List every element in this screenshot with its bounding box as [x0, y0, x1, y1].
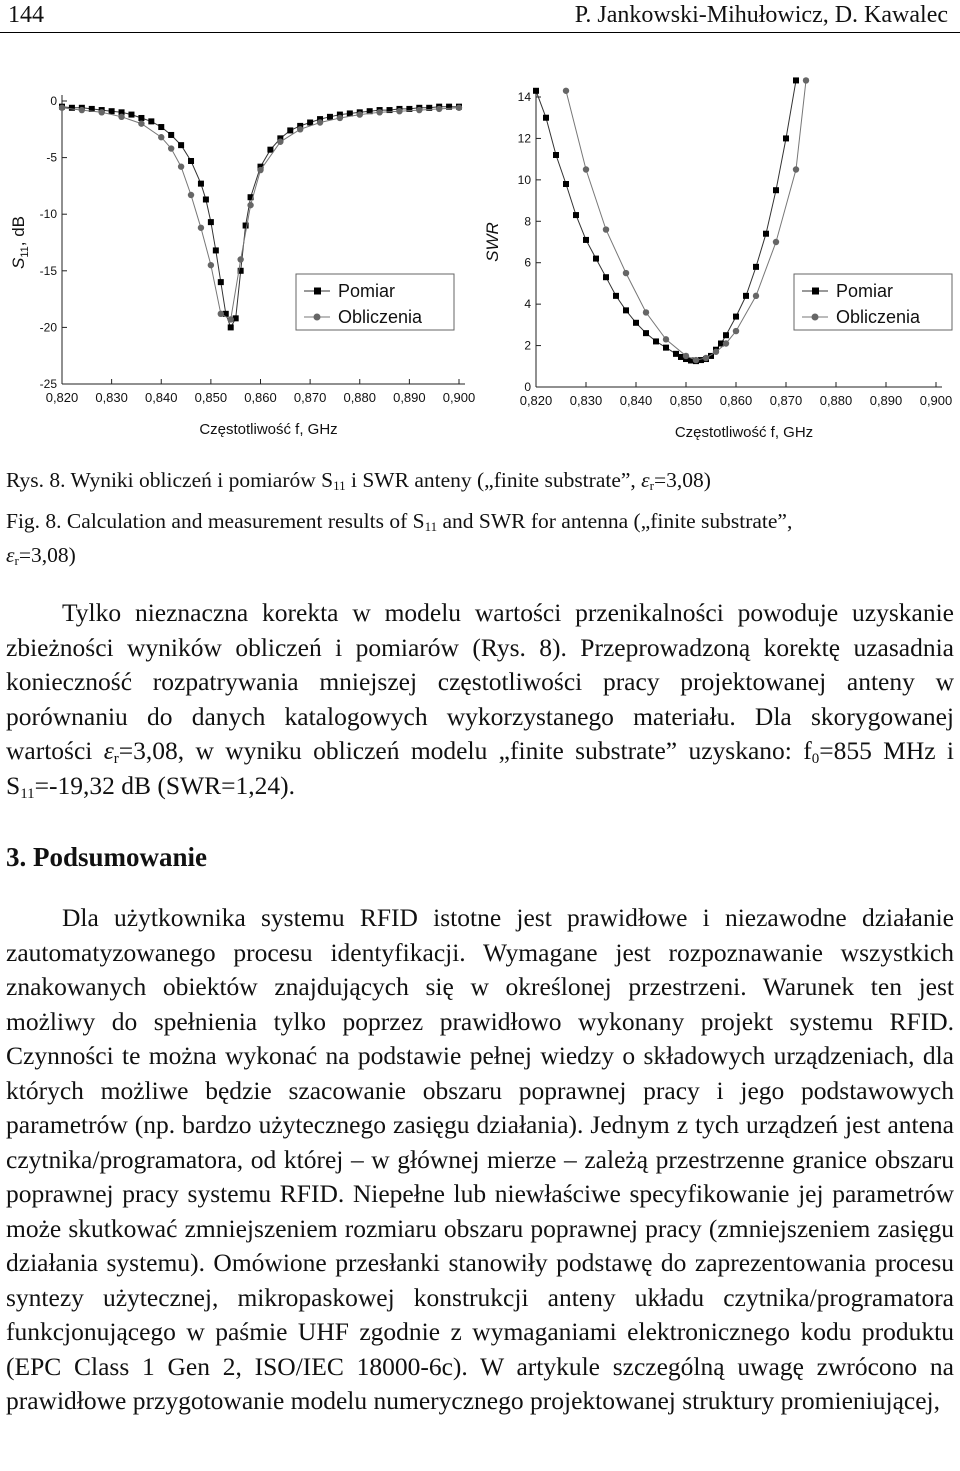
data-point-pomiar — [763, 231, 769, 237]
x-tick-label: 0,890 — [869, 393, 903, 408]
data-point-pomiar — [613, 293, 619, 299]
y-tick-label: 8 — [524, 214, 531, 229]
y-tick-label: 10 — [517, 172, 531, 187]
x-tick-label: 0,820 — [45, 390, 79, 405]
data-point-pomiar — [307, 120, 313, 126]
y-tick-label: 2 — [524, 338, 531, 353]
data-point-pomiar — [198, 181, 204, 187]
legend — [794, 274, 952, 330]
x-tick-label: 0,850 — [669, 393, 703, 408]
legend-marker-circle — [314, 314, 321, 321]
data-point-obliczenia — [158, 134, 164, 140]
caption-pl-text: Rys. 8. Wyniki obliczeń i pomiarów S — [6, 468, 334, 492]
data-point-obliczenia — [583, 166, 589, 172]
caption-pl-eps-sub: r — [649, 478, 654, 493]
data-point-pomiar — [793, 77, 799, 83]
data-point-obliczenia — [723, 340, 729, 346]
x-axis-label: Częstotliwość f, GHz — [674, 424, 814, 441]
data-point-pomiar — [267, 147, 273, 153]
x-tick-label: 0,870 — [293, 390, 327, 405]
data-point-obliczenia — [317, 119, 323, 125]
p1-text-3: =855 MHz i S — [6, 736, 954, 800]
y-tick-label: 14 — [517, 90, 531, 104]
x-tick-label: 0,880 — [819, 393, 853, 408]
y-tick-label: -10 — [39, 207, 57, 222]
page-header — [0, 0, 960, 34]
data-point-pomiar — [773, 187, 779, 193]
data-point-obliczenia — [257, 167, 263, 173]
running-head-authors: P. Jankowski-Mihułowicz, D. Kawalec — [574, 2, 948, 28]
paragraph-1 — [6, 596, 954, 803]
y-tick-label: 0 — [50, 94, 57, 108]
data-point-obliczenia — [138, 120, 144, 126]
s11-chart — [0, 70, 478, 450]
data-point-obliczenia — [277, 139, 283, 145]
caption-pl-sub: 11 — [333, 478, 346, 493]
data-point-obliczenia — [623, 270, 629, 276]
caption-en-text-3: =3,08) — [18, 543, 76, 567]
y-axis-label: SWR — [483, 222, 502, 262]
page-number: 144 — [8, 2, 44, 28]
paragraph-2 — [6, 901, 954, 1419]
x-tick-label: 0,840 — [619, 393, 653, 408]
data-point-obliczenia — [803, 77, 809, 83]
data-point-pomiar — [69, 105, 75, 111]
data-point-pomiar — [563, 181, 569, 187]
p1-s-sub: 11 — [20, 785, 35, 802]
p1-text-4: =-19,32 dB (SWR=1,24). — [34, 770, 296, 800]
x-tick-label: 0,850 — [194, 390, 228, 405]
y-tick-label: 4 — [524, 297, 531, 312]
data-point-obliczenia — [603, 226, 609, 232]
data-point-pomiar — [603, 274, 609, 280]
x-axis-label: Częstotliwość f, GHz — [199, 421, 338, 438]
data-point-pomiar — [148, 118, 154, 124]
data-point-obliczenia — [198, 225, 204, 231]
data-point-obliczenia — [337, 115, 343, 121]
data-point-pomiar — [109, 108, 115, 114]
caption-en-sub: 11 — [424, 519, 438, 534]
data-point-pomiar — [208, 219, 214, 225]
p1-text-2: =3,08, w wyniku obliczeń modelu „finite substrate” uzyskano: f — [118, 736, 812, 765]
caption-en-text: Fig. 8. Calculation and measurement results of S — [6, 509, 425, 533]
data-point-obliczenia — [237, 256, 243, 262]
data-point-pomiar — [138, 115, 144, 121]
legend-label: Obliczenia — [338, 307, 423, 327]
data-point-pomiar — [203, 196, 209, 202]
data-point-obliczenia — [59, 105, 65, 111]
data-point-obliczenia — [396, 108, 402, 114]
data-point-pomiar — [783, 135, 789, 141]
y-tick-label: -15 — [39, 263, 57, 278]
data-point-obliczenia — [99, 109, 105, 115]
data-point-obliczenia — [79, 107, 85, 113]
data-point-obliczenia — [643, 309, 649, 315]
data-point-obliczenia — [793, 166, 799, 172]
caption-en-eps-sub: r — [14, 553, 19, 568]
data-point-pomiar — [733, 314, 739, 320]
data-point-obliczenia — [753, 293, 759, 299]
swr-chart — [478, 70, 960, 450]
x-tick-label: 0,830 — [95, 390, 128, 405]
y-axis-label: $S_{11}$, dB — [9, 215, 31, 270]
caption-pl-text-2: i SWR anteny („finite substrate”, — [345, 468, 642, 492]
x-tick-label: 0,880 — [343, 390, 377, 405]
x-tick-label: 0,900 — [442, 390, 476, 405]
data-point-obliczenia — [208, 262, 214, 268]
legend-label: Pomiar — [338, 281, 396, 301]
p1-f-sub: 0 — [811, 751, 820, 767]
x-tick-label: 0,860 — [244, 390, 277, 405]
data-point-pomiar — [168, 132, 174, 138]
data-point-pomiar — [228, 324, 234, 330]
series-line-obliczenia — [566, 80, 806, 360]
data-point-obliczenia — [178, 163, 184, 169]
data-point-obliczenia — [703, 355, 709, 361]
figure-caption-pl — [6, 466, 956, 500]
p2-text: Dla użytkownika systemu RFID istotne jest prawidłowe i niezawodne działanie zautomatyzowanego procesu identyfikacji. Wymagane jest rozpoznawanie wszystkich znakowanych obiektów znajdujących się w określonej przestrzeni. Warunek ten jest możliwy do spełnienia tylko poprzez prawidłowo wykonany projekt systemu RFID. Czynności te można wykonać na podstawie pełnej wiedzy o składowych urządzeniach, dla których możliwe będzie szacowanie obszaru poprawnej pracy i jego podstawowych parametrów (np. bardzo użytecznego zasięgu działania). Jednym z tych urządzeń jest antena czytnika/programatora, od której – w głównej mierze – zależą przestrzenne granice obszaru poprawnej pracy systemu RFID. Niepełne lub niewłaściwe specyfikowanie jej parametrów może skutkować zmniejszeniem rozmiaru obszaru poprawnej pracy (zmniejszeniem zasięgu działania systemu). Omówione przesłanki stanowiły podstawę do zaprezentowania procesu syntezy użytecznej, mikropaskowej konstrukcji anteny układu czytnika/programatora funkcjonującego w paśmie UHF zgodnie z wymaganiami elektronicznego kodu produktu (EPC Class 1 Gen 2, ISO/IEC 18000-6c). W artykule szczególną uwagę zwrócono na prawidłowe przygotowanie modelu numerycznego projektowanej struktury promieniującej, — [6, 903, 954, 1415]
data-point-pomiar — [743, 293, 749, 299]
data-point-obliczenia — [713, 349, 719, 355]
figure-caption-en — [6, 507, 956, 575]
data-point-obliczenia — [188, 192, 194, 198]
data-point-obliczenia — [297, 126, 303, 132]
section-heading: 3. Podsumowanie — [6, 842, 208, 872]
figure-8 — [0, 70, 960, 450]
data-point-pomiar — [553, 152, 559, 158]
data-point-pomiar — [327, 114, 333, 120]
x-tick-label: 0,900 — [919, 393, 953, 408]
legend-marker-square — [314, 288, 321, 295]
data-point-obliczenia — [436, 106, 442, 112]
data-point-pomiar — [178, 142, 184, 148]
legend — [296, 274, 454, 330]
data-point-obliczenia — [693, 357, 699, 363]
data-point-pomiar — [583, 237, 589, 243]
data-point-obliczenia — [118, 114, 124, 120]
x-tick-label: 0,890 — [393, 390, 426, 405]
data-point-obliczenia — [218, 311, 224, 317]
data-point-pomiar — [663, 345, 669, 351]
data-point-pomiar — [643, 330, 649, 336]
data-point-pomiar — [633, 320, 639, 326]
data-point-pomiar — [533, 88, 539, 94]
data-point-obliczenia — [663, 336, 669, 342]
data-point-pomiar — [653, 338, 659, 344]
y-tick-label: 12 — [517, 131, 531, 146]
data-point-obliczenia — [247, 202, 253, 208]
p1-epsilon: ε — [103, 736, 114, 765]
y-axis-label-suffix: , dB — [9, 215, 28, 247]
x-tick-label: 0,870 — [769, 393, 803, 408]
y-tick-label: -5 — [46, 150, 57, 165]
caption-en-epsilon: ε — [6, 543, 15, 567]
data-point-obliczenia — [773, 239, 779, 245]
data-point-obliczenia — [228, 316, 234, 322]
data-point-pomiar — [753, 264, 759, 270]
legend-marker-square — [812, 288, 819, 295]
data-point-obliczenia — [683, 353, 689, 359]
caption-pl-text-3: =3,08) — [654, 468, 711, 492]
y-tick-label: 0 — [524, 380, 531, 394]
data-point-obliczenia — [563, 88, 569, 94]
y-axis-label-sub: 11 — [19, 246, 31, 258]
x-tick-label: 0,820 — [519, 393, 553, 408]
data-point-pomiar — [188, 158, 194, 164]
legend-marker-circle — [812, 314, 819, 321]
data-point-pomiar — [543, 115, 549, 121]
data-point-pomiar — [213, 247, 219, 253]
data-point-obliczenia — [168, 145, 174, 151]
legend-label: Obliczenia — [836, 307, 921, 327]
data-point-pomiar — [723, 332, 729, 338]
data-point-obliczenia — [416, 107, 422, 113]
series-line-pomiar — [536, 80, 796, 361]
data-point-pomiar — [573, 212, 579, 218]
data-point-pomiar — [218, 279, 224, 285]
y-tick-label: 6 — [524, 255, 531, 270]
x-tick-label: 0,860 — [719, 393, 753, 408]
data-point-obliczenia — [456, 105, 462, 111]
header-rule — [0, 32, 960, 33]
x-tick-label: 0,830 — [569, 393, 603, 408]
data-point-pomiar — [128, 112, 134, 118]
data-point-pomiar — [623, 307, 629, 313]
p1-eps-sub: r — [113, 751, 119, 767]
data-point-obliczenia — [733, 328, 739, 334]
data-point-obliczenia — [357, 111, 363, 117]
caption-en-text-2: and SWR for antenna („finite substrate”, — [437, 509, 793, 533]
data-point-obliczenia — [376, 109, 382, 115]
data-point-pomiar — [593, 256, 599, 262]
y-tick-label: -25 — [39, 377, 57, 391]
p1-text-1: Tylko nieznaczna korekta w modelu wartości przenikalności powoduje uzyskanie zbieżności wyników obliczeń i pomiarów (Rys. 8). Przeprowadzoną korektę uzasadnia konieczność rozpatrywania mniejszej częstotliwości pracy projektowanej anteny w porównaniu do danych katalogowych wykorzystanego materiału. Dla skorygowanej wartości — [6, 598, 954, 765]
y-tick-label: -20 — [39, 320, 57, 335]
legend-label: Pomiar — [836, 281, 894, 301]
data-point-pomiar — [158, 124, 164, 130]
caption-pl-epsilon: ε — [641, 468, 650, 492]
x-tick-label: 0,840 — [144, 390, 178, 405]
data-point-pomiar — [287, 127, 293, 133]
